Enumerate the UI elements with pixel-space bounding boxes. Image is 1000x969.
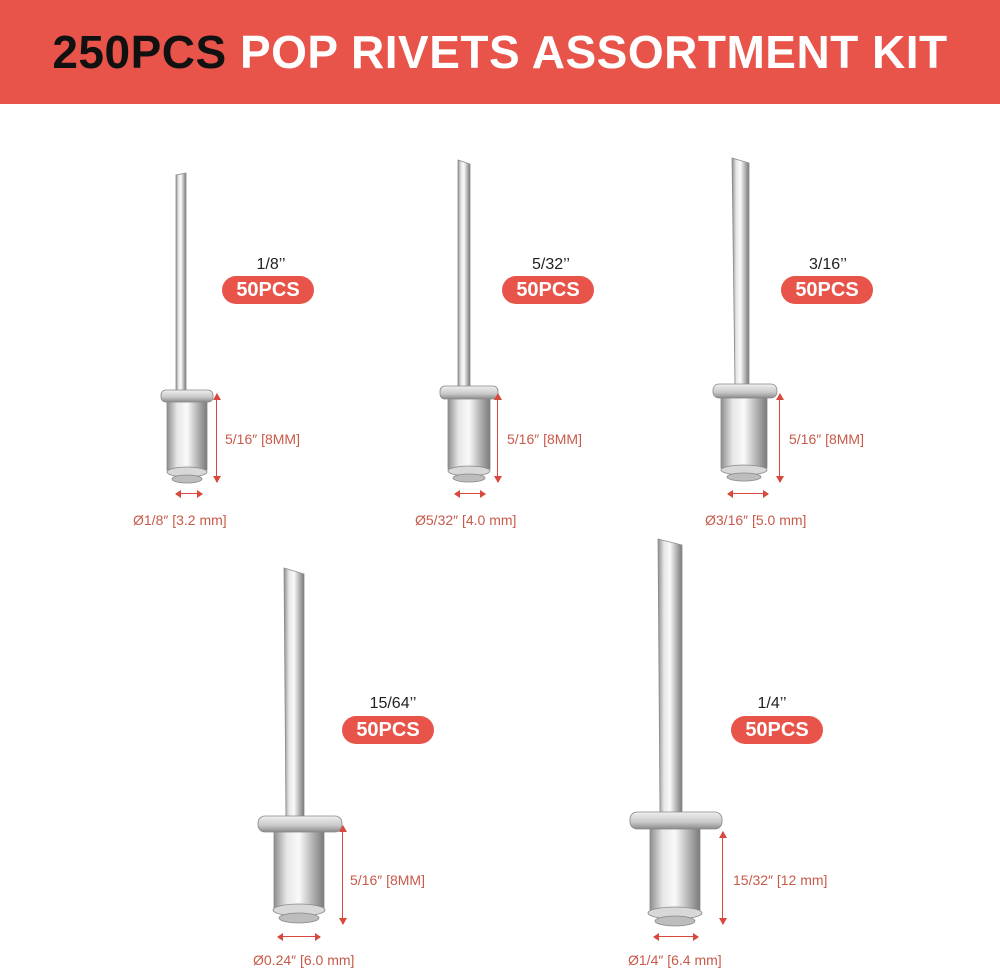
diameter-dimension-line-4: [278, 936, 320, 937]
size-label-3: 3/16’’: [809, 256, 847, 273]
length-dimension-line-2: [497, 394, 498, 482]
length-label-5: 15/32″ [12 mm]: [733, 872, 828, 888]
title-count: 250PCS: [52, 26, 227, 78]
rivet-5-32-image: [432, 158, 512, 490]
diameter-label-4: Ø0.24″ [6.0 mm]: [253, 952, 355, 968]
diameter-dimension-line-1: [176, 493, 202, 494]
rivet-3-16-image: [704, 156, 788, 490]
diameter-dimension-line-2: [455, 493, 485, 494]
rivet-1-4-image: [626, 536, 726, 936]
page-title: [52, 25, 947, 79]
rivet-1-8-image: [150, 170, 230, 490]
size-label-4: 15/64’’: [369, 695, 417, 712]
title-text: POP RIVETS ASSORTMENT KIT: [239, 26, 948, 78]
length-label-4: 5/16″ [8MM]: [350, 872, 425, 888]
length-dimension-line-5: [722, 832, 723, 924]
diameter-label-3: Ø3/16″ [5.0 mm]: [705, 512, 807, 528]
qty-badge-3: 50PCS: [781, 276, 873, 304]
size-label-5: 1/4’’: [757, 695, 787, 712]
qty-badge-1: 50PCS: [222, 276, 314, 304]
size-label-1: 1/8’’: [256, 256, 286, 273]
header-banner: [0, 0, 1000, 104]
qty-badge-2: 50PCS: [502, 276, 594, 304]
diameter-label-2: Ø5/32″ [4.0 mm]: [415, 512, 517, 528]
rivet-15-64-image: [252, 565, 348, 935]
length-label-1: 5/16″ [8MM]: [225, 431, 300, 447]
length-label-2: 5/16″ [8MM]: [507, 431, 582, 447]
length-dimension-line-4: [342, 826, 343, 924]
qty-badge-4: 50PCS: [342, 716, 434, 744]
length-label-3: 5/16″ [8MM]: [789, 431, 864, 447]
diameter-dimension-line-5: [654, 936, 698, 937]
size-label-2: 5/32’’: [532, 256, 570, 273]
diameter-label-1: Ø1/8″ [3.2 mm]: [133, 512, 227, 528]
qty-badge-5: 50PCS: [731, 716, 823, 744]
diameter-dimension-line-3: [728, 493, 768, 494]
diameter-label-5: Ø1/4″ [6.4 mm]: [628, 952, 722, 968]
length-dimension-line-3: [779, 394, 780, 482]
length-dimension-line-1: [216, 394, 217, 482]
